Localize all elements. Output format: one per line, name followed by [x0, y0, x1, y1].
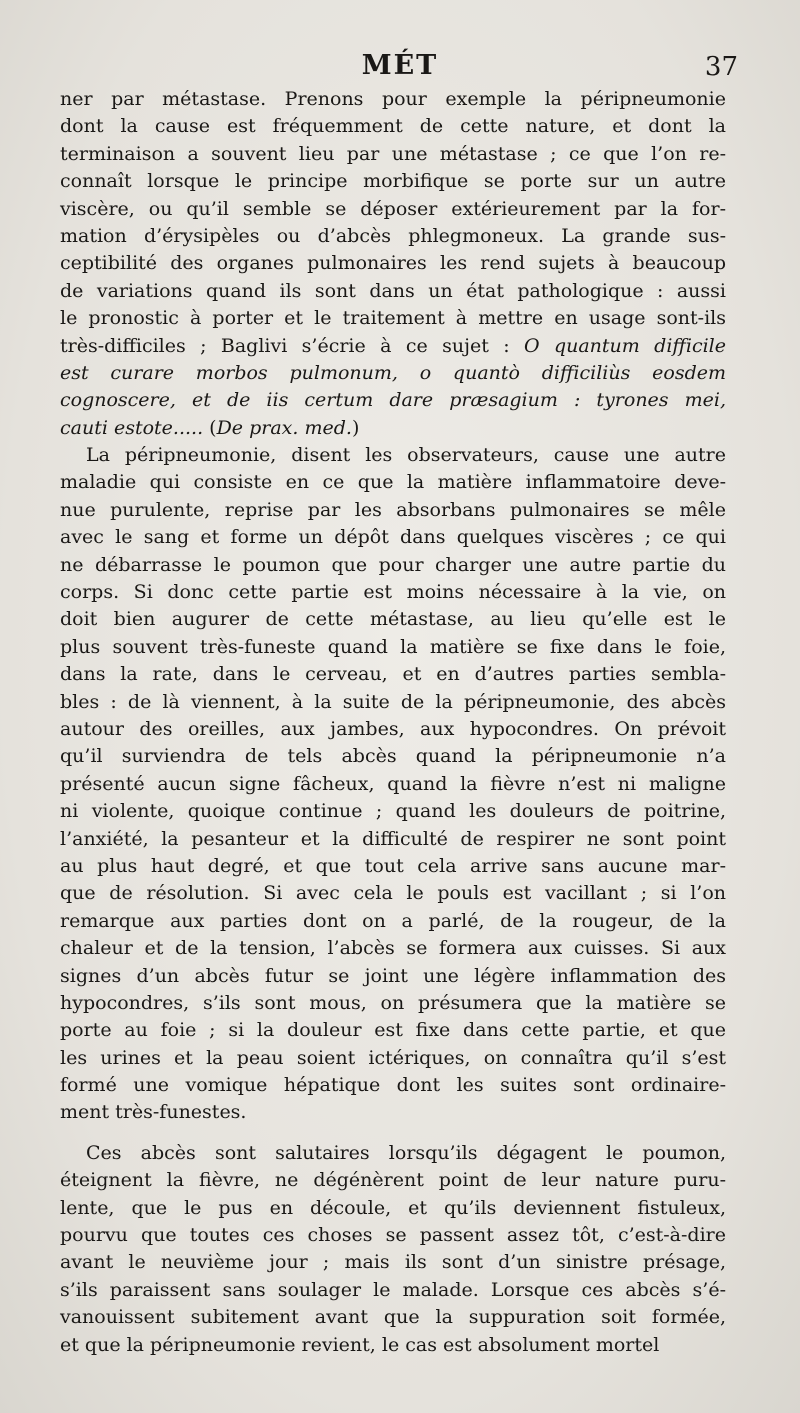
- text-line: [60, 908, 726, 935]
- text-line: [60, 1099, 726, 1126]
- paragraph: [60, 1140, 726, 1359]
- text-line: [60, 305, 726, 332]
- text-line: [60, 771, 726, 798]
- text-line: [60, 1332, 726, 1359]
- italic-text: O quantum difficile: [524, 334, 726, 357]
- text-line: [60, 168, 726, 195]
- text-run: dont la cause est fréquemment de cette nature, et dont la: [60, 115, 726, 138]
- text-line: [60, 223, 726, 250]
- text-run: ne débarrasse le poumon que pour charger une autre partie du: [60, 553, 726, 576]
- italic-text: cauti estote.....: [60, 416, 210, 439]
- text-line: [60, 1045, 726, 1072]
- text-run: bles : de là viennent, à la suite de la péripneumonie, des abcès: [60, 690, 726, 713]
- text-run: avant le neuvième jour ; mais ils sont d’un sinistre présage,: [60, 1251, 726, 1274]
- italic-text: est curare morbos pulmonum, o quantò difficiliùs eosdem: [60, 361, 726, 384]
- text-line: [60, 798, 726, 825]
- text-run: maladie qui consiste en ce que la matière inflammatoire deve-: [60, 471, 726, 494]
- text-run: Ces abcès sont salutaires lorsqu’ils dégagent le poumon,: [86, 1141, 726, 1164]
- text-run: autour des oreilles, aux jambes, aux hypocondres. On prévoit: [60, 717, 726, 740]
- text-run: ner par métastase. Prenons pour exemple la péripneumonie: [60, 88, 726, 110]
- text-run: pourvu que toutes ces choses se passent assez tôt, c’est-à-dire: [60, 1224, 726, 1247]
- page-number: 37: [704, 52, 738, 82]
- text-line: [60, 963, 726, 990]
- text-line: [60, 606, 726, 633]
- text-line: [60, 113, 726, 140]
- text-run: mation d’érysipèles ou d’abcès phlegmoneux. La grande sus-: [60, 224, 726, 247]
- text-line: [60, 1167, 726, 1194]
- text-run: terminaison a souvent lieu par une métastase ; ce que l’on re-: [60, 142, 726, 165]
- text-line: [60, 1140, 726, 1167]
- text-line: [60, 524, 726, 551]
- text-line: [60, 1017, 726, 1044]
- text-run: ment très-funestes.: [60, 1101, 247, 1124]
- text-run: doit bien augurer de cette métastase, au lieu qu’elle est le: [60, 608, 726, 631]
- text-run: ceptibilité des organes pulmonaires les rend sujets à beaucoup: [60, 252, 726, 275]
- text-run: que de résolution. Si avec cela le pouls est vacillant ; si l’on: [60, 882, 726, 905]
- text-line: [60, 990, 726, 1017]
- text-run: nue purulente, reprise par les absorbans pulmonaires se mêle: [60, 498, 726, 521]
- italic-text: De prax. med.: [216, 416, 352, 439]
- text-line: [60, 1249, 726, 1276]
- text-line: [60, 1072, 726, 1099]
- text-line: [60, 415, 726, 442]
- text-run: et que la péripneumonie revient, le cas est absolument mortel: [60, 1333, 660, 1356]
- text-line: [60, 661, 726, 688]
- text-run: connaît lorsque le principe morbifique se porte sur un autre: [60, 170, 726, 193]
- text-line: [60, 853, 726, 880]
- text-run: signes d’un abcès futur se joint une légère inflammation des: [60, 964, 726, 987]
- text-line: [60, 387, 726, 414]
- text-run: avec le sang et forme un dépôt dans quelques viscères ; ce qui: [60, 526, 726, 549]
- italic-text: cognoscere, et de iis certum dare præsagium : tyrones mei,: [60, 389, 726, 412]
- body-text: [60, 86, 726, 1359]
- text-run: lente, que le pus en découle, et qu’ils deviennent fistuleux,: [60, 1196, 726, 1219]
- text-line: [60, 141, 726, 168]
- text-line: [60, 196, 726, 223]
- text-run: l’anxiété, la pesanteur et la difficulté de respirer ne sont point: [60, 827, 726, 850]
- text-run: très-difficiles ; Baglivi s’écrie à ce sujet :: [60, 334, 524, 357]
- text-run: formé une vomique hépatique dont les suites sont ordinaire-: [60, 1074, 726, 1097]
- text-line: [60, 469, 726, 496]
- text-line: [60, 826, 726, 853]
- text-run: remarque aux parties dont on a parlé, de la rougeur, de la: [60, 909, 726, 932]
- text-line: [60, 1222, 726, 1249]
- paragraph: [60, 442, 726, 1127]
- text-run: chaleur et de la tension, l’abcès se formera aux cuisses. Si aux: [60, 937, 726, 960]
- text-line: [60, 86, 726, 113]
- text-run: plus souvent très-funeste quand la matière se fixe dans le foie,: [60, 635, 726, 658]
- text-line: [60, 442, 726, 469]
- text-line: [60, 634, 726, 661]
- text-run: qu’il surviendra de tels abcès quand la péripneumonie n’a: [60, 745, 726, 768]
- text-run: les urines et la peau soient ictériques, on connaîtra qu’il s’est: [60, 1046, 726, 1069]
- text-run: La péripneumonie, disent les observateurs, cause une autre: [86, 444, 726, 467]
- running-head: MÉT: [361, 50, 439, 81]
- text-run: le pronostic à porter et le traitement à mettre en usage sont-ils: [60, 307, 726, 330]
- text-line: [60, 333, 726, 360]
- text-run: hypocondres, s’ils sont mous, on présumera que la matière se: [60, 991, 726, 1014]
- text-line: [60, 278, 726, 305]
- text-line: [60, 1304, 726, 1331]
- text-run: corps. Si donc cette partie est moins nécessaire à la vie, on: [60, 581, 726, 604]
- text-line: [60, 716, 726, 743]
- text-run: ni violente, quoique continue ; quand les douleurs de poitrine,: [60, 800, 726, 823]
- text-run: (: [209, 416, 217, 439]
- text-line: [60, 250, 726, 277]
- text-run: dans la rate, dans le cerveau, et en d’autres parties sembla-: [60, 663, 726, 686]
- text-run: de variations quand ils sont dans un état pathologique : aussi: [60, 279, 726, 302]
- text-run: viscère, ou qu’il semble se déposer extérieurement par la for-: [60, 197, 726, 220]
- text-run: au plus haut degré, et que tout cela arrive sans aucune mar-: [60, 854, 726, 877]
- text-line: [60, 689, 726, 716]
- paragraph: [60, 86, 726, 442]
- text-line: [60, 935, 726, 962]
- page-header: [60, 48, 740, 88]
- text-line: [60, 1277, 726, 1304]
- text-line: [60, 552, 726, 579]
- text-run: éteignent la fièvre, ne dégénèrent point de leur nature puru-: [60, 1169, 726, 1192]
- text-line: [60, 579, 726, 606]
- text-line: [60, 743, 726, 770]
- text-line: [60, 360, 726, 387]
- text-line: [60, 1195, 726, 1222]
- text-run: vanouissent subitement avant que la suppuration soit formée,: [60, 1306, 726, 1329]
- text-line: [60, 880, 726, 907]
- text-line: [60, 497, 726, 524]
- text-run: présenté aucun signe fâcheux, quand la fièvre n’est ni maligne: [60, 772, 726, 795]
- text-run: porte au foie ; si la douleur est fixe dans cette partie, et que: [60, 1019, 726, 1042]
- text-run: s’ils paraissent sans soulager le malade. Lorsque ces abcès s’é-: [60, 1278, 726, 1301]
- text-run: ): [351, 416, 360, 439]
